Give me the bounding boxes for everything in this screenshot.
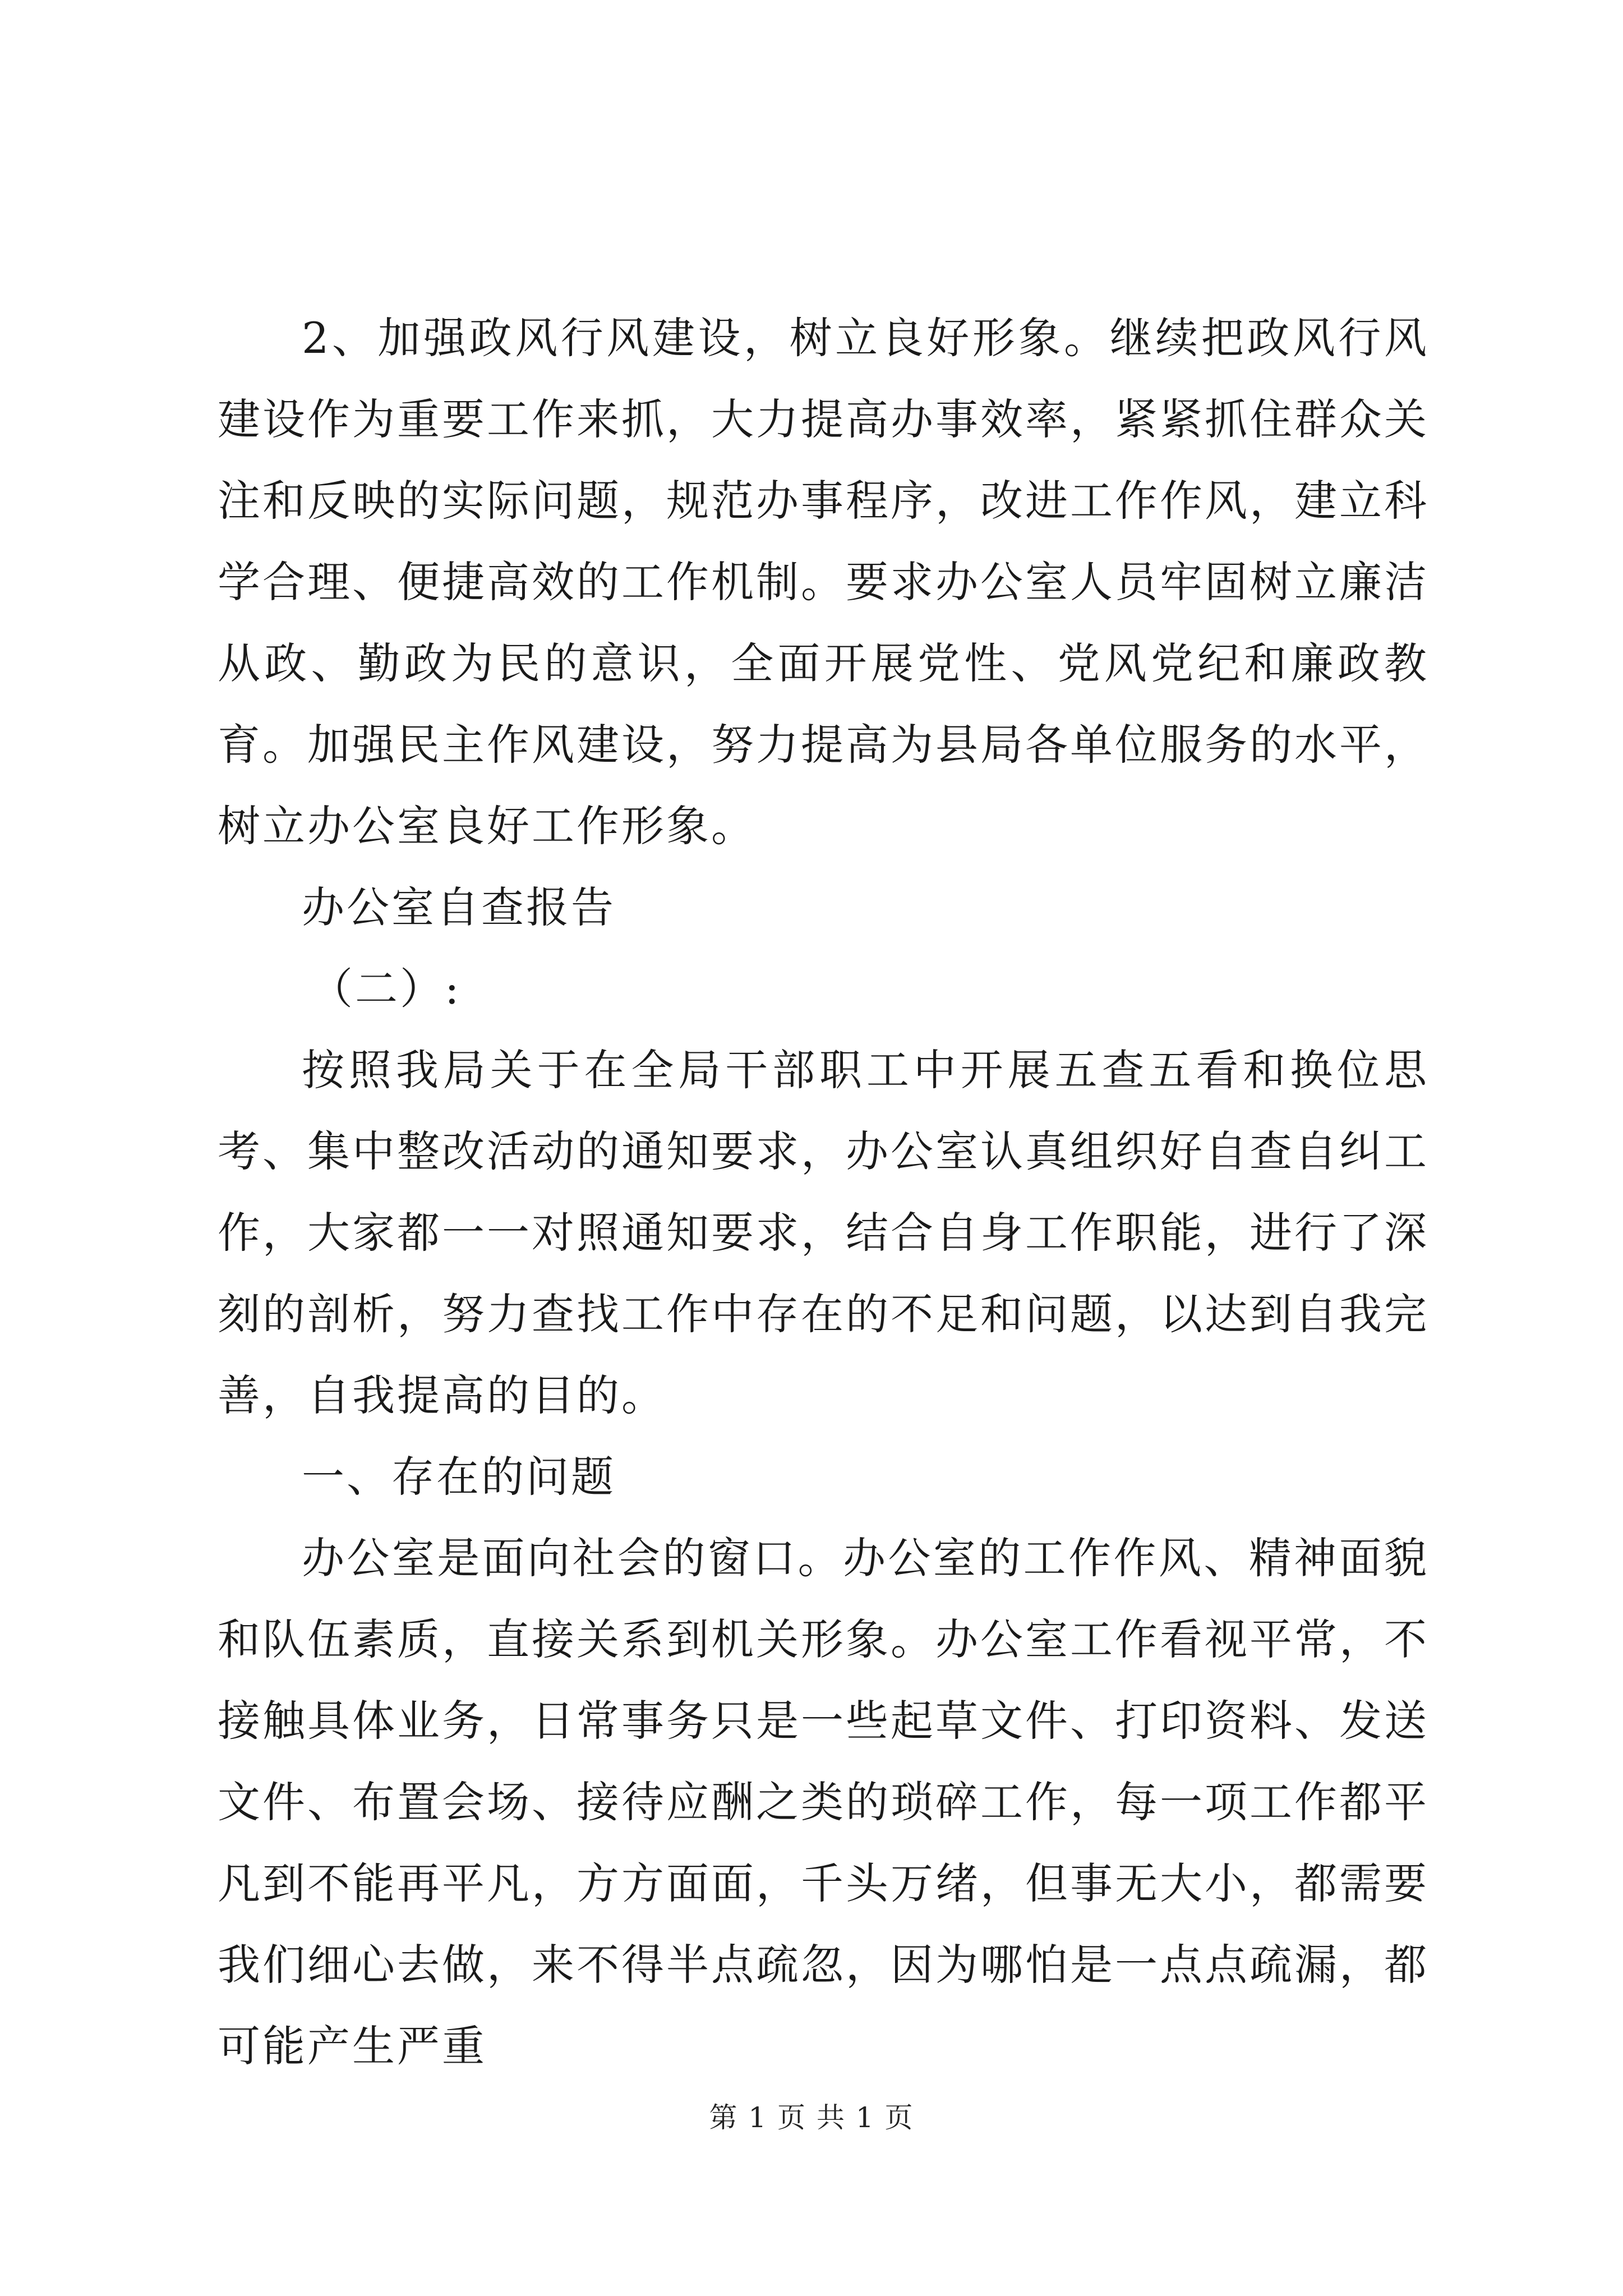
document-body — [218, 297, 1429, 2087]
paragraph-intro: 按照我局关于在全局干部职工中开展五查五看和换位思考、集中整改活动的通知要求，办公室认真组织好自查自纠工作，大家都一一对照通知要求，结合自身工作职能，进行了深刻的剖析，努力查找工作中存在的不足和问题，以达到自我完善，自我提高的目的。 — [218, 1045, 1429, 1420]
paragraph-item-2: 2、加强政风行风建设，树立良好形象。继续把政风行风建设作为重要工作来抓，大力提高办事效率，紧紧抓住群众关注和反映的实际问题，规范办事程序，改进工作作风，建立科学合理、便捷高效的工作机制。要求办公室人员牢固树立廉洁从政、勤政为民的意识，全面开展党性、党风党纪和廉政教育。加强民主作风建设，努力提高为县局各单位服务的水平，树立办公室良好工作形象。 — [218, 313, 1429, 851]
section-title: 办公室自查报告 — [302, 882, 616, 932]
paragraph-problems: 办公室是面向社会的窗口。办公室的工作作风、精神面貌和队伍素质，直接关系到机关形象。办公室工作看视平常，不接触具体业务，日常事务只是一些起草文件、打印资料、发送文件、布置会场、接待应酬之类的琐碎工作，每一项工作都平凡到不能再平凡，方方面面，千头万绪，但事无大小，都需要我们细心去做，来不得半点疏忽，因为哪怕是一点点疏漏，都可能产生严重 — [218, 1533, 1429, 2071]
heading-problems: 一、存在的问题 — [302, 1452, 616, 1502]
page-footer: 第 1 页 共 1 页 — [709, 2101, 914, 2134]
section-number: （二）: — [310, 964, 462, 1014]
